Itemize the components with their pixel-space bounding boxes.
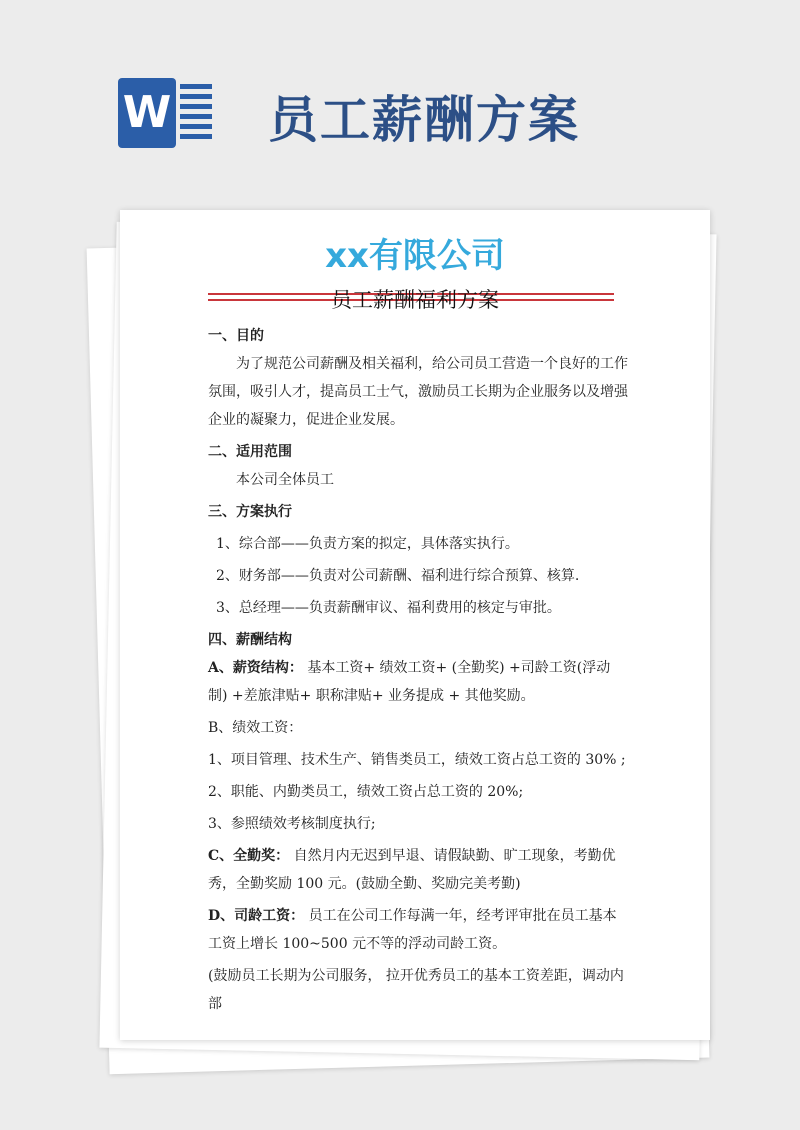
list-item: 3、总经理——负责薪酬审议、福利费用的核定与审批。 [216,600,561,616]
list-item: 2、财务部——负责对公司薪酬、福利进行综合预算、核算. [216,568,580,584]
document-title: 员工薪酬福利方案 [331,288,499,312]
salary-structure-paragraph [208,654,628,710]
preview-header [0,0,800,200]
word-document-icon [118,72,216,154]
company-name: xx有限公司 [325,236,505,276]
salary-structure-label: A、薪资结构： [208,660,303,676]
scope-text: 本公司全体员工 [236,472,334,488]
list-item: 1、综合部——负责方案的拟定，具体落实执行。 [216,536,519,552]
header-title: 员工薪酬方案 [268,91,580,149]
word-icon-lines [180,84,212,144]
section-heading: 三、方案执行 [208,504,292,520]
seniority-paragraph [208,902,628,958]
seniority-label: D、司龄工资： [208,908,305,924]
document-body [208,318,628,1018]
attendance-text: 自然月内无迟到早退、请假缺勤、旷工现象，考勤优秀，全勤奖励 100 元。(鼓励全勤、奖励完美考勤) [208,848,616,892]
salary-structure-text: 基本工资+ 绩效工资+ (全勤奖) +司龄工资(浮动制) +差旅津贴+ 职称津贴+ 业务提成 + 其他奖励。 [208,660,611,704]
section-heading: 四、薪酬结构 [208,632,292,648]
list-item: 1、项目管理、技术生产、销售类员工，绩效工资占总工资的 30% ; [208,752,626,768]
word-icon-letter: W [118,78,176,148]
attendance-paragraph [208,842,628,898]
list-item: 3、参照绩效考核制度执行; [208,816,376,832]
attendance-label: C、全勤奖： [208,848,290,864]
seniority-text: 员工在公司工作每满一年，经考评审批在员工基本工资上增长 100~500 元不等的浮动司龄工资。 [208,908,617,952]
section-heading: 一、目的 [208,328,264,344]
section-heading: 二、适用范围 [208,444,292,460]
list-item: 2、职能、内勤类员工，绩效工资占总工资的 20%; [208,784,524,800]
performance-heading: B、绩效工资： [208,720,303,736]
purpose-paragraph: 为了规范公司薪酬及相关福利，给公司员工营造一个良好的工作氛围，吸引人才，提高员工士气，激励员工长期为企业服务以及增强企业的凝聚力，促进企业发展。 [208,356,628,428]
document-page [120,210,710,1040]
trailing-line: (鼓励员工长期为公司服务， 拉开优秀员工的基本工资差距，调动内部 [208,968,624,1012]
